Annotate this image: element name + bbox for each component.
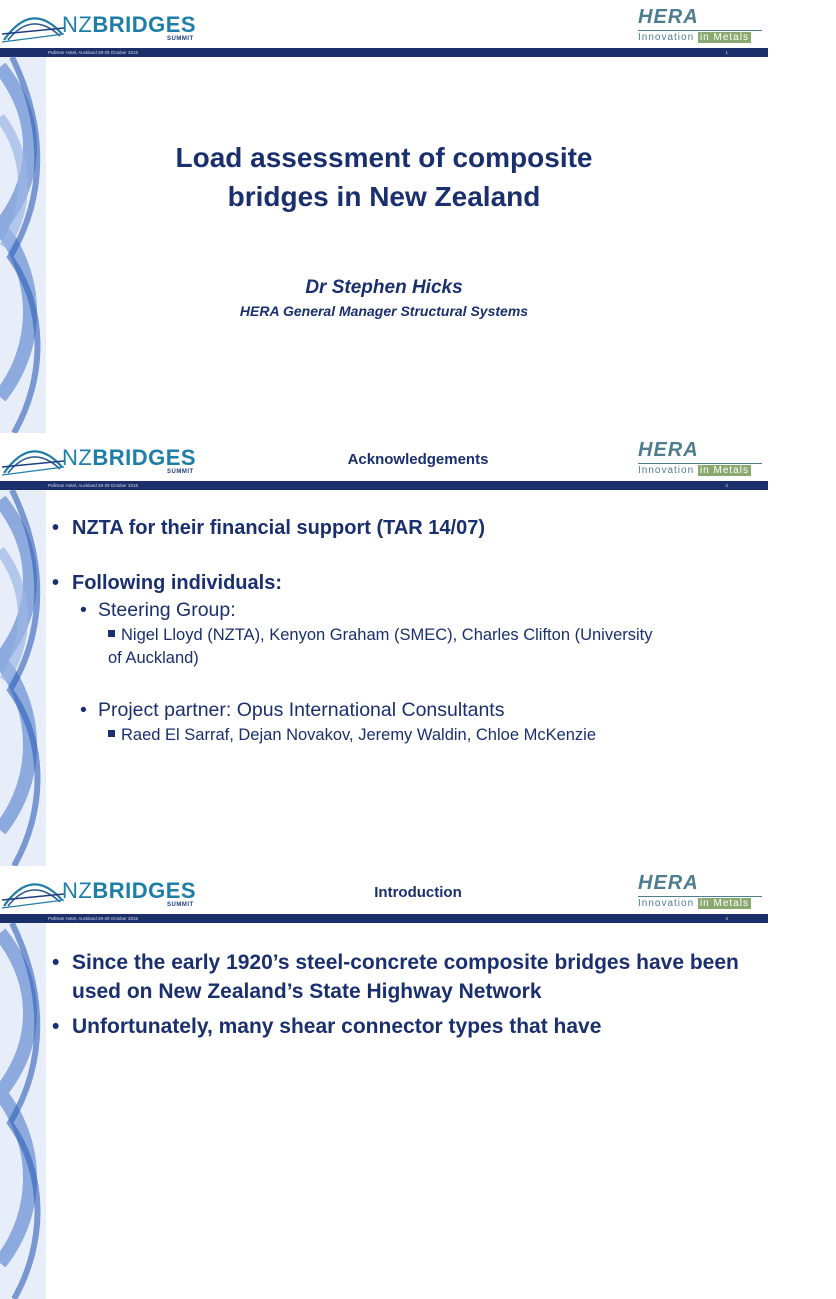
venue-text: Pullman Hotel, Auckland 28-29 October 2015 xyxy=(48,50,139,55)
hera-word: HERA xyxy=(638,6,699,28)
bullet-nzta: • NZTA for their financial support (TAR 14/07) xyxy=(52,517,485,539)
slide-header xyxy=(0,866,768,914)
slide-heading: Acknowledgements xyxy=(347,451,489,468)
bullet-connectors: • Unfortunately, many shear connector types that have xyxy=(52,1015,602,1038)
hera-tagline-metals: in Metals xyxy=(699,465,749,476)
slide-number: 2 xyxy=(725,483,728,488)
logo-summit-text: SUMMIT xyxy=(167,469,194,475)
hera-logo xyxy=(638,439,762,477)
sub-bullet-steering: • Steering Group: xyxy=(80,599,236,621)
slide-2 xyxy=(0,433,768,866)
hera-tagline: Innovation xyxy=(638,465,698,476)
slide-number: 3 xyxy=(725,916,728,921)
partner-members-text: Raed El Sarraf, Dejan Novakov, Jeremy Waldin, Chloe McKenzie xyxy=(121,726,597,744)
hera-word: HERA xyxy=(638,439,699,461)
hera-tagline-metals: in Metals xyxy=(699,898,749,909)
title-line-2: bridges in New Zealand xyxy=(227,181,541,212)
bullet-individuals: • Following individuals: xyxy=(52,572,282,594)
logo-nz-text: NZ xyxy=(62,878,93,903)
footer-bar xyxy=(0,914,768,923)
author-name: Dr Stephen Hicks xyxy=(305,277,463,298)
swirl-decoration xyxy=(0,490,46,866)
swirl-decoration xyxy=(0,57,46,433)
hera-word: HERA xyxy=(638,872,699,894)
logo-bridges-text: BRIDGES xyxy=(92,12,197,37)
logo-nz-text: NZ xyxy=(62,12,93,37)
sub-bullet-partner: • Project partner: Opus International Consultants xyxy=(80,699,505,721)
hera-tagline-metals: in Metals xyxy=(699,32,749,43)
bullet-history: • Since the early 1920’s steel-concrete composite bridges have been used on New Zealand’s State Highway Network xyxy=(52,951,739,1003)
venue-text: Pullman Hotel, Auckland 28-29 October 2015 xyxy=(48,916,139,921)
steering-members xyxy=(108,624,668,670)
steering-members-text: Nigel Lloyd (NZTA), Kenyon Graham (SMEC), Charles Clifton (University of Auckland) xyxy=(108,626,653,667)
logo-bridges-text: BRIDGES xyxy=(92,878,197,903)
logo-summit-text: SUMMIT xyxy=(167,36,194,42)
bullet-text: NZTA for their financial support (TAR 14/07) xyxy=(72,517,485,539)
sub-bullet-text: Steering Group: xyxy=(98,599,236,621)
logo-summit-text: SUMMIT xyxy=(167,902,194,908)
bullet-text: Unfortunately, many shear connector types that have xyxy=(72,1015,602,1038)
hera-logo xyxy=(638,872,762,910)
presentation-title xyxy=(84,138,684,216)
slide-1 xyxy=(0,0,768,433)
hera-tagline: Innovation xyxy=(638,898,698,909)
slide-3 xyxy=(0,866,768,1038)
slide-header xyxy=(0,0,768,48)
title-line-1: Load assessment of composite xyxy=(175,142,593,173)
hera-logo xyxy=(638,6,762,44)
nzbridges-logo xyxy=(2,4,202,44)
logo-bridges-text: BRIDGES xyxy=(92,445,197,470)
bullet-text: Since the early 1920’s steel-concrete composite bridges have been used on New Zealand’s State Highway Network xyxy=(72,951,739,1003)
sub-bullet-text: Project partner: Opus International Consultants xyxy=(98,699,505,721)
logo-nz-text: NZ xyxy=(62,445,93,470)
author-role: HERA General Manager Structural Systems xyxy=(239,303,529,319)
bullet-text: Following individuals: xyxy=(72,572,282,594)
footer-bar xyxy=(0,481,768,490)
bridge-arc-icon xyxy=(2,4,64,44)
slide-heading: Introduction xyxy=(374,884,462,901)
swirl-decoration xyxy=(0,923,46,1299)
hera-tagline: Innovation xyxy=(638,32,698,43)
slide-header xyxy=(0,433,768,481)
partner-members xyxy=(108,724,708,747)
slide-number: 1 xyxy=(725,50,728,55)
footer-bar xyxy=(0,48,768,57)
venue-text: Pullman Hotel, Auckland 28-29 October 2015 xyxy=(48,483,139,488)
